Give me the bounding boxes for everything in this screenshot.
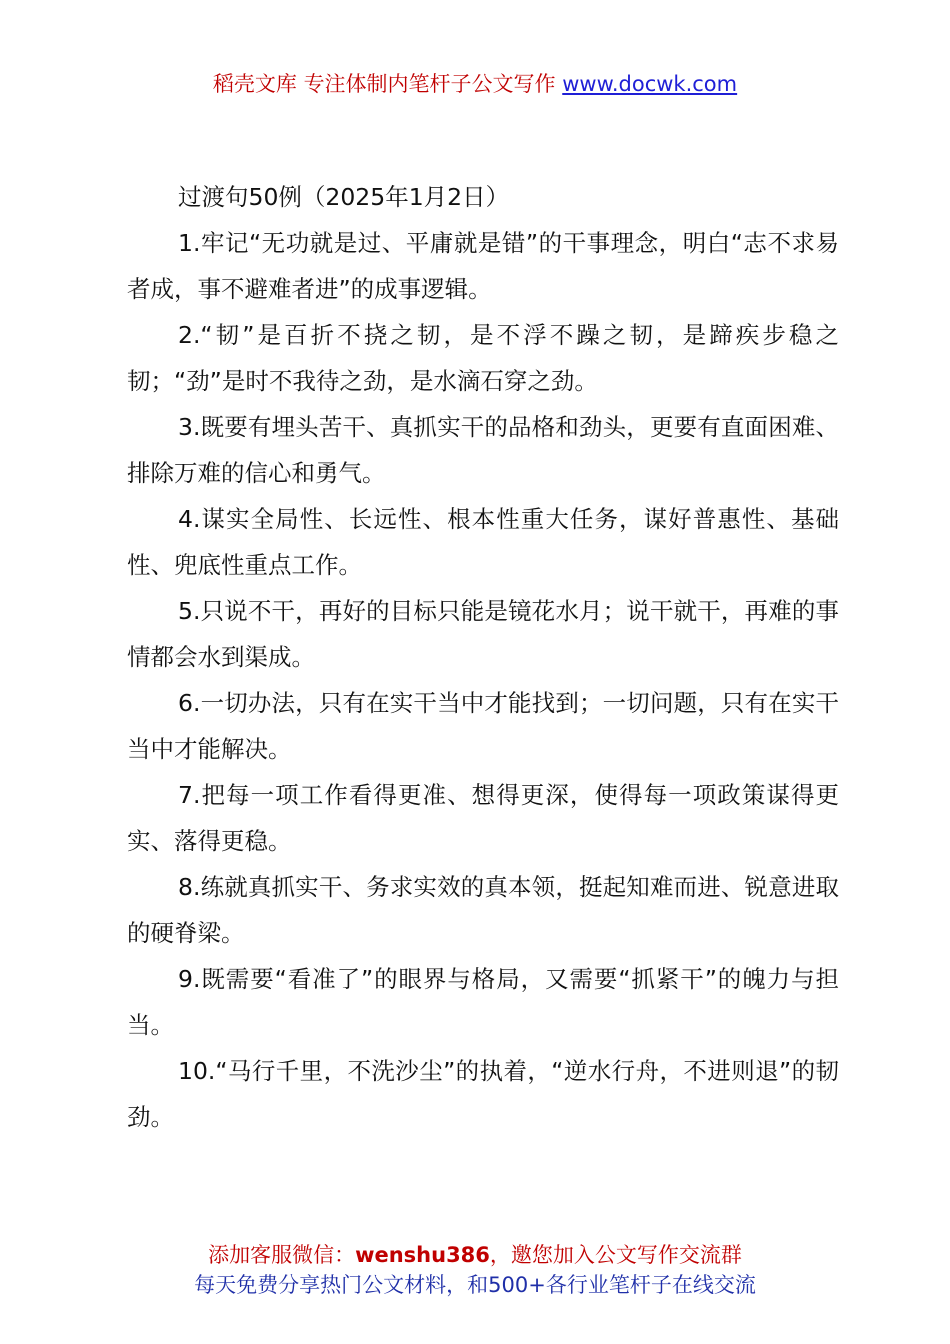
footer-promo-line: 每天免费分享热门公文材料，和500+各行业笔杆子在线交流 <box>194 1273 756 1297</box>
list-item: 7.把每一项工作看得更准、想得更深，使得每一项政策谋得更实、落得更稳。 <box>127 781 839 855</box>
list-item: 10.“马行千里，不洗沙尘”的执着，“逆水行舟，不进则退”的韧劲。 <box>127 1057 839 1131</box>
list-item: 8.练就真抓实干、务求实效的真本领，挺起知难而进、锐意进取的硬脊梁。 <box>127 873 839 947</box>
brand-name: 稻壳文库 <box>212 72 297 96</box>
page-footer <box>0 1240 950 1300</box>
list-item: 3.既要有埋头苦干、真抓实干的品格和劲头，更要有直面困难、排除万难的信心和勇气。 <box>127 413 839 487</box>
wechat-id: wenshu386 <box>355 1243 490 1267</box>
list-item: 9.既需要“看准了”的眼界与格局，又需要“抓紧干”的魄力与担当。 <box>127 965 839 1039</box>
footer-contact-suffix: ，邀您加入公文写作交流群 <box>489 1243 742 1267</box>
footer-contact-prefix: 添加客服微信： <box>208 1243 356 1267</box>
list-item: 5.只说不干，再好的目标只能是镜花水月；说干就干，再难的事情都会水到渠成。 <box>127 597 839 671</box>
page-header <box>0 68 950 100</box>
list-item: 1.牢记“无功就是过、平庸就是错”的干事理念，明白“志不求易者成，事不避难者进”的成事逻辑。 <box>127 229 839 303</box>
list-item: 4.谋实全局性、长远性、根本性重大任务，谋好普惠性、基础性、兜底性重点工作。 <box>127 505 839 579</box>
header-tagline: 专注体制内笔杆子公文写作 <box>303 72 556 96</box>
list-item: 2.“韧”是百折不挠之韧，是不浮不躁之韧，是蹄疾步稳之韧；“劲”是时不我待之劲，是水滴石穿之劲。 <box>127 321 839 395</box>
list-item: 6.一切办法，只有在实干当中才能找到；一切问题，只有在实干当中才能解决。 <box>127 689 839 763</box>
footer-contact-line <box>0 1240 950 1270</box>
document-title: 过渡句50例（2025年1月2日） <box>178 183 510 211</box>
website-link[interactable]: www.docwk.com <box>562 72 738 96</box>
document-body <box>127 174 839 1140</box>
